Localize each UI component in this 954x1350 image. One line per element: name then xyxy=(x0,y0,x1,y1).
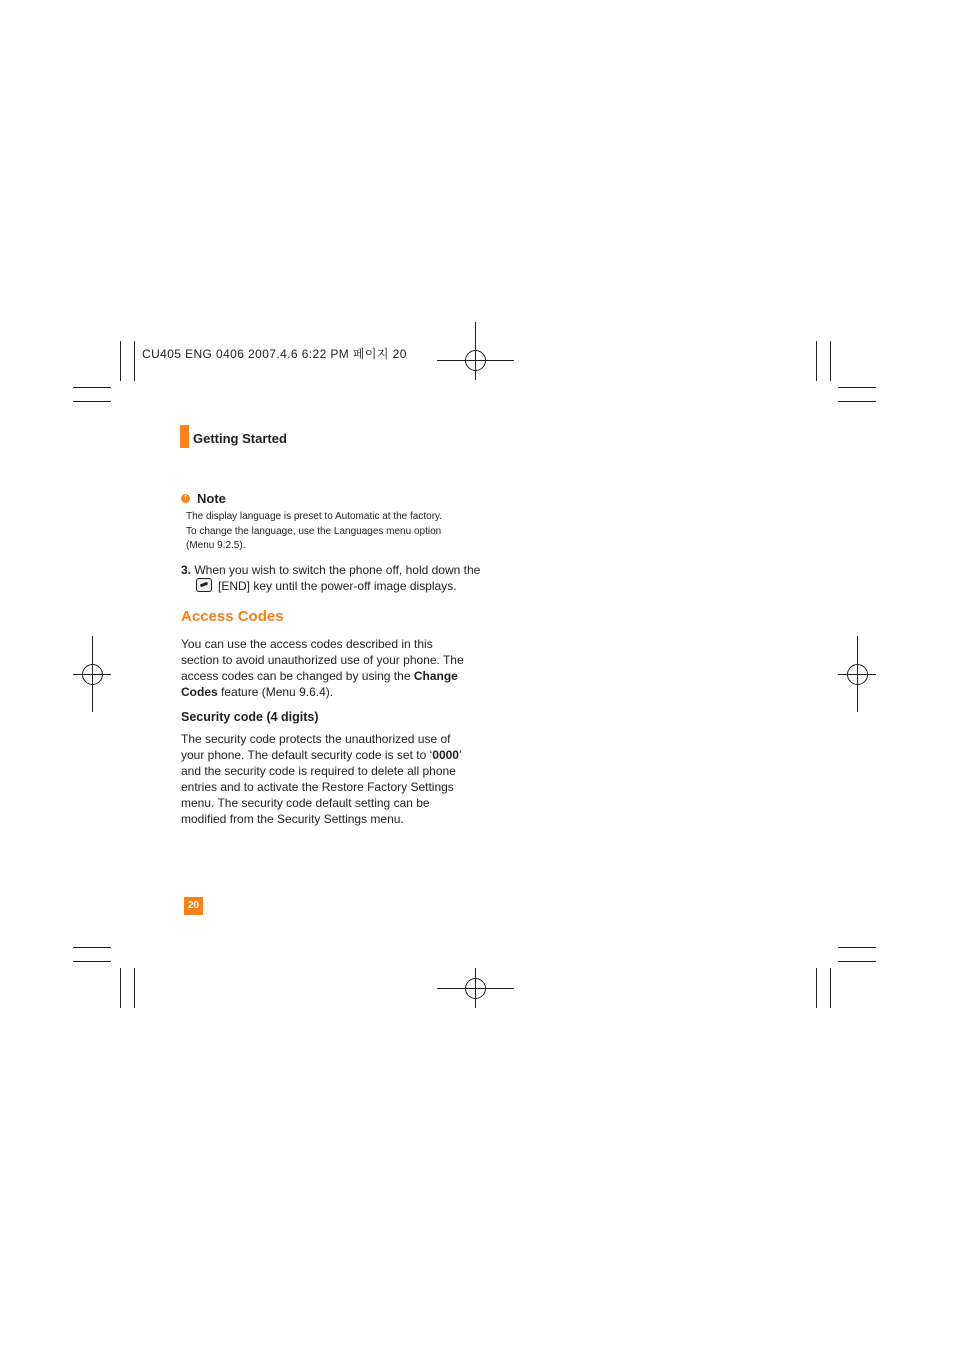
paragraph-text: access codes can be changed by using the xyxy=(181,669,414,683)
paragraph-line: and the security code is required to delete all phone xyxy=(181,764,456,778)
crop-mark xyxy=(134,341,135,381)
crop-mark xyxy=(838,401,876,402)
paragraph-line: entries and to activate the Restore Factory Settings xyxy=(181,780,454,794)
registration-circle xyxy=(465,350,486,371)
crop-mark xyxy=(838,947,876,948)
page-number: 20 xyxy=(184,897,203,915)
crop-mark xyxy=(73,961,111,962)
crop-mark xyxy=(838,387,876,388)
crop-mark xyxy=(73,947,111,948)
access-codes-paragraph xyxy=(181,636,471,700)
paragraph-line: modified from the Security Settings menu. xyxy=(181,812,404,826)
crop-mark xyxy=(830,341,831,381)
print-slug: CU405 ENG 0406 2007.4.6 6:22 PM 페이지 20 xyxy=(142,347,407,361)
change-codes-term: Codes xyxy=(181,685,218,699)
section-title: Getting Started xyxy=(193,431,287,446)
note-icon: ! xyxy=(181,494,190,503)
paragraph-line: menu. The security code default setting can be xyxy=(181,796,430,810)
crop-mark xyxy=(73,401,111,402)
crop-mark xyxy=(838,961,876,962)
registration-circle xyxy=(465,978,486,999)
step-number: 3. xyxy=(181,563,192,577)
paragraph-line: You can use the access codes described in this xyxy=(181,637,433,651)
note-line: The display language is preset to Automatic at the factory. xyxy=(186,511,443,522)
security-code-heading: Security code (4 digits) xyxy=(181,710,319,724)
step-text: When you wish to switch the phone off, hold down the xyxy=(194,563,481,577)
note-title: Note xyxy=(197,491,226,506)
note-body xyxy=(186,510,476,554)
crop-mark xyxy=(134,968,135,1008)
crop-mark xyxy=(816,968,817,1008)
note-line: To change the language, use the Languages menu option xyxy=(186,525,442,537)
paragraph-text: your phone. The default security code is set to ‘ xyxy=(181,748,433,762)
paragraph-line: section to avoid unauthorized use of your phone. The xyxy=(181,653,464,667)
default-code: 0000 xyxy=(432,748,459,762)
change-codes-term: Change xyxy=(413,669,458,683)
crop-mark xyxy=(120,341,121,381)
crop-mark xyxy=(120,968,121,1008)
registration-circle xyxy=(847,664,868,685)
registration-circle xyxy=(82,664,103,685)
crop-mark xyxy=(816,341,817,381)
paragraph-text: feature (Menu 9.6.4). xyxy=(217,685,334,699)
section-marker xyxy=(180,425,189,448)
step-text: [END] key until the power-off image displays. xyxy=(218,579,457,593)
step-3 xyxy=(181,562,481,594)
end-key-icon xyxy=(196,578,212,592)
paragraph-text: ’ xyxy=(458,748,462,762)
access-codes-heading: Access Codes xyxy=(181,608,284,625)
note-line: (Menu 9.2.5). xyxy=(186,540,246,551)
crop-mark xyxy=(830,968,831,1008)
security-code-paragraph xyxy=(181,731,471,827)
crop-mark xyxy=(73,387,111,388)
paragraph-line: The security code protects the unauthorized use of xyxy=(181,732,451,746)
